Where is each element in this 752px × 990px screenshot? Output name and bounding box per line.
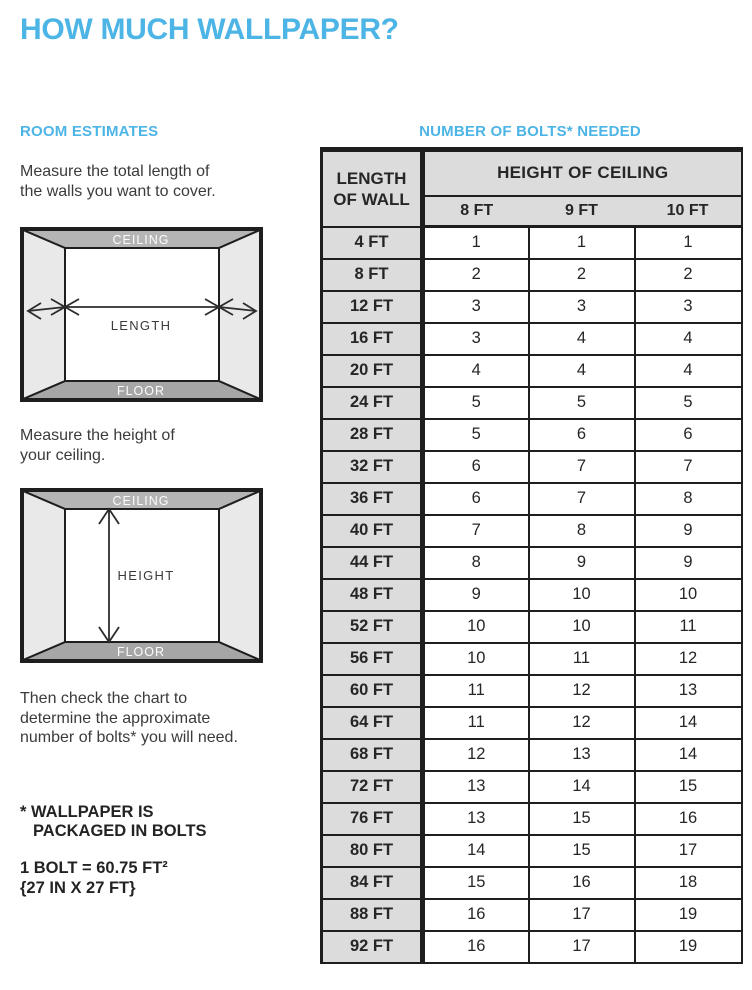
bolt-count-cell: 16 — [529, 867, 635, 899]
bolt-count-cell: 13 — [423, 803, 529, 835]
bolt-count-cell: 4 — [635, 355, 742, 387]
col-header-9ft: 9 FT — [529, 196, 635, 227]
bolt-count-cell: 7 — [423, 515, 529, 547]
bolt-count-cell: 2 — [423, 259, 529, 291]
col-header-10ft: 10 FT — [635, 196, 742, 227]
bolt-count-cell: 7 — [529, 483, 635, 515]
bolt-dimensions-line: {27 IN X 27 FT} — [20, 878, 136, 897]
table-row — [322, 867, 742, 899]
bolt-count-cell: 9 — [635, 515, 742, 547]
table-row — [322, 387, 742, 419]
wall-length-cell: 44 FT — [322, 547, 423, 579]
bolt-count-cell: 2 — [635, 259, 742, 291]
bolt-count-cell: 5 — [423, 419, 529, 451]
wall-length-cell: 64 FT — [322, 707, 423, 739]
table-row — [322, 707, 742, 739]
bolt-count-cell: 4 — [529, 355, 635, 387]
instruction-measure-height — [20, 426, 305, 465]
left-wall-surface — [23, 230, 65, 399]
table-row — [322, 611, 742, 643]
wall-length-cell: 16 FT — [322, 323, 423, 355]
bolts-table-body — [322, 227, 742, 963]
table-row — [322, 515, 742, 547]
ceiling-label: CEILING — [112, 494, 170, 508]
bolt-count-cell: 14 — [635, 739, 742, 771]
wall-length-cell: 80 FT — [322, 835, 423, 867]
wall-length-cell: 28 FT — [322, 419, 423, 451]
back-wall-surface — [65, 248, 219, 381]
room-length-diagram — [20, 227, 263, 402]
table-row — [322, 803, 742, 835]
wall-length-cell: 60 FT — [322, 675, 423, 707]
table-row — [322, 227, 742, 259]
table-row — [322, 739, 742, 771]
footnote-line: PACKAGED IN BOLTS — [33, 822, 207, 840]
bolt-count-cell: 12 — [529, 707, 635, 739]
bolt-count-cell: 17 — [635, 835, 742, 867]
table-row — [322, 547, 742, 579]
bolt-count-cell: 11 — [529, 643, 635, 675]
floor-label: FLOOR — [116, 384, 166, 398]
bolt-count-cell: 12 — [529, 675, 635, 707]
bolt-count-cell: 16 — [423, 931, 529, 963]
right-wall-surface — [219, 491, 260, 660]
bolt-count-cell: 10 — [635, 579, 742, 611]
table-row — [322, 419, 742, 451]
bolt-count-cell: 3 — [529, 291, 635, 323]
bolt-count-cell: 13 — [529, 739, 635, 771]
length-label: LENGTH — [110, 318, 172, 333]
table-row — [322, 899, 742, 931]
table-row — [322, 291, 742, 323]
col-header-8ft: 8 FT — [423, 196, 529, 227]
bolt-definition — [20, 859, 168, 898]
wall-length-cell: 4 FT — [322, 227, 423, 259]
bolt-count-cell: 15 — [635, 771, 742, 803]
bolt-count-cell: 5 — [529, 387, 635, 419]
room-height-diagram — [20, 488, 263, 663]
table-header-row — [322, 150, 742, 196]
table-row — [322, 835, 742, 867]
bolt-count-cell: 11 — [423, 675, 529, 707]
bolt-count-cell: 19 — [635, 899, 742, 931]
wall-length-cell: 20 FT — [322, 355, 423, 387]
wall-length-cell: 8 FT — [322, 259, 423, 291]
bolt-count-cell: 4 — [529, 323, 635, 355]
bolt-count-cell: 17 — [529, 899, 635, 931]
bolt-count-cell: 5 — [423, 387, 529, 419]
wall-length-cell: 32 FT — [322, 451, 423, 483]
table-row — [322, 355, 742, 387]
room-estimates-heading: ROOM ESTIMATES — [20, 123, 159, 140]
bolt-count-cell: 11 — [423, 707, 529, 739]
table-row — [322, 931, 742, 963]
wall-length-cell: 92 FT — [322, 931, 423, 963]
bolt-count-cell: 6 — [423, 451, 529, 483]
bolt-count-cell: 5 — [635, 387, 742, 419]
height-of-ceiling-header: HEIGHT OF CEILING — [423, 150, 742, 196]
table-row — [322, 259, 742, 291]
instruction-check-chart — [20, 689, 305, 748]
header-line: OF WALL — [333, 189, 410, 209]
bolts-needed-heading: NUMBER OF BOLTS* NEEDED — [419, 123, 641, 140]
bolt-count-cell: 6 — [635, 419, 742, 451]
instruction-measure-length — [20, 162, 305, 201]
bolts-table — [320, 147, 743, 964]
bolt-count-cell: 13 — [635, 675, 742, 707]
bolt-size-line: 1 BOLT = 60.75 FT² — [20, 859, 168, 877]
bolt-count-cell: 2 — [529, 259, 635, 291]
bolt-count-cell: 9 — [635, 547, 742, 579]
bolt-count-cell: 17 — [529, 931, 635, 963]
bolt-count-cell: 3 — [423, 291, 529, 323]
wall-length-cell: 40 FT — [322, 515, 423, 547]
bolt-count-cell: 15 — [529, 835, 635, 867]
instruction-line: Then check the chart to — [20, 690, 188, 707]
bolt-count-cell: 6 — [529, 419, 635, 451]
bolt-count-cell: 10 — [529, 579, 635, 611]
table-row — [322, 675, 742, 707]
bolt-count-cell: 9 — [529, 547, 635, 579]
bolt-count-cell: 10 — [423, 611, 529, 643]
wall-length-cell: 84 FT — [322, 867, 423, 899]
bolt-count-cell: 8 — [635, 483, 742, 515]
instruction-line: Measure the total length of — [20, 163, 210, 180]
table-row — [322, 643, 742, 675]
wall-length-cell: 88 FT — [322, 899, 423, 931]
bolt-count-cell: 8 — [529, 515, 635, 547]
header-line: LENGTH — [336, 168, 407, 188]
wall-length-cell: 76 FT — [322, 803, 423, 835]
length-of-wall-header — [322, 150, 423, 227]
bolt-count-cell: 10 — [529, 611, 635, 643]
page-title: HOW MUCH WALLPAPER? — [20, 13, 399, 46]
bolt-count-cell: 3 — [423, 323, 529, 355]
wallpaper-bolts-footnote — [20, 803, 207, 841]
bolt-count-cell: 15 — [529, 803, 635, 835]
bolt-count-cell: 15 — [423, 867, 529, 899]
wall-length-cell: 12 FT — [322, 291, 423, 323]
wall-length-cell: 24 FT — [322, 387, 423, 419]
instruction-line: number of bolts* you will need. — [20, 729, 238, 746]
instruction-line: your ceiling. — [20, 446, 106, 464]
bolt-count-cell: 4 — [423, 355, 529, 387]
bolt-count-cell: 14 — [529, 771, 635, 803]
instruction-line: determine the approximate — [20, 709, 211, 727]
table-row — [322, 579, 742, 611]
bolt-count-cell: 10 — [423, 643, 529, 675]
wall-length-cell: 56 FT — [322, 643, 423, 675]
footnote-line: * WALLPAPER IS — [20, 803, 154, 821]
bolt-count-cell: 16 — [423, 899, 529, 931]
instruction-line: Measure the height of — [20, 427, 175, 444]
bolt-count-cell: 11 — [635, 611, 742, 643]
bolt-count-cell: 12 — [423, 739, 529, 771]
instruction-line: the walls you want to cover. — [20, 182, 216, 200]
table-row — [322, 451, 742, 483]
bolt-count-cell: 1 — [423, 227, 529, 259]
ceiling-label: CEILING — [112, 233, 170, 247]
bolt-count-cell: 16 — [635, 803, 742, 835]
bolt-count-cell: 19 — [635, 931, 742, 963]
floor-label: FLOOR — [116, 645, 166, 659]
wall-length-cell: 52 FT — [322, 611, 423, 643]
wall-length-cell: 48 FT — [322, 579, 423, 611]
wall-length-cell: 72 FT — [322, 771, 423, 803]
bolt-count-cell: 14 — [635, 707, 742, 739]
bolt-count-cell: 18 — [635, 867, 742, 899]
bolt-count-cell: 1 — [635, 227, 742, 259]
left-wall-surface — [23, 491, 65, 660]
bolt-count-cell: 6 — [423, 483, 529, 515]
height-label: HEIGHT — [117, 568, 175, 583]
bolt-count-cell: 4 — [635, 323, 742, 355]
bolt-count-cell: 9 — [423, 579, 529, 611]
bolt-count-cell: 12 — [635, 643, 742, 675]
bolt-count-cell: 8 — [423, 547, 529, 579]
right-wall-surface — [219, 230, 260, 399]
bolt-count-cell: 13 — [423, 771, 529, 803]
bolt-count-cell: 7 — [635, 451, 742, 483]
table-row — [322, 323, 742, 355]
table-row — [322, 771, 742, 803]
bolt-count-cell: 14 — [423, 835, 529, 867]
wall-length-cell: 68 FT — [322, 739, 423, 771]
wall-length-cell: 36 FT — [322, 483, 423, 515]
bolt-count-cell: 3 — [635, 291, 742, 323]
table-row — [322, 483, 742, 515]
bolt-count-cell: 1 — [529, 227, 635, 259]
bolt-count-cell: 7 — [529, 451, 635, 483]
